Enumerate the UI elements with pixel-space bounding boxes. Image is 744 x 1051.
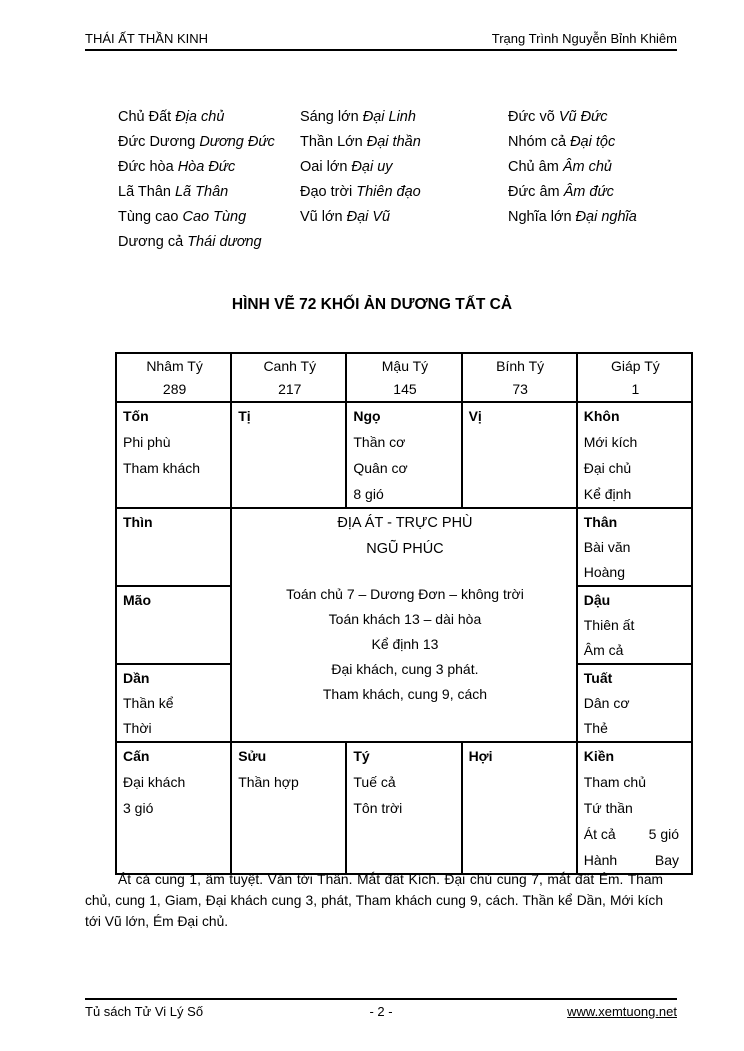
header-cell-binh-ty: Bính Tý 73 [462, 353, 577, 402]
kien-pair-row: Át cả 5 gió [583, 826, 679, 842]
center-line: Toán khách 13 – dài hòa [328, 611, 482, 627]
cell-ton: Tốn Phi phù Tham khách [116, 402, 231, 508]
glossary-item: Thần Lớn Đại thần [300, 134, 421, 150]
cell-vi: Vị [462, 402, 577, 508]
cell-kien: Kiền Tham chủ Tứ thần Át cả 5 gió Hành Bay [577, 742, 692, 874]
cell-dan: Dần Thần kể Thời [116, 664, 231, 742]
table-row [116, 353, 692, 402]
section-title: HÌNH VẼ 72 KHỐI ẢN DƯƠNG TẤT CẢ [231, 296, 513, 313]
cell-hoi: Hợi [462, 742, 577, 874]
glossary-item: Đức âm Âm đức [508, 184, 614, 200]
cell-thin: Thìn [116, 508, 231, 586]
spacer [238, 562, 572, 582]
center-title-line2: NGŨ PHÚC [366, 541, 444, 557]
glossary-item: Đạo trời Thiên đạo [300, 184, 421, 200]
commentary-paragraph: Át cả cung 1, âm tuyệt. Văn tới Thân. Mắt đất Kích. Đại chủ cung 7, mắt đất Ém. Tham chủ, cung 1, Giam, Đại khách cung 3, phát, Tham khách cung 9, cách. Thần kể Dần, Mới kích tới Vũ lớn, Ém Đại chủ. [85, 872, 663, 929]
center-title-line1: ĐỊA ÁT - TRỰC PHÙ [337, 515, 473, 531]
header-author: Trạng Trình Nguyễn Bỉnh Khiêm [491, 31, 677, 46]
table-row [116, 742, 692, 874]
glossary-item: Nhóm cả Đại tộc [508, 134, 616, 150]
glossary-item: Vũ lớn Đại Vũ [300, 209, 391, 225]
page-footer [85, 998, 677, 1019]
glossary-column-2 [300, 105, 421, 230]
cell-ty: Tý Tuế cả Tôn trời [346, 742, 461, 874]
glossary-item: Đức Dương Dương Đức [118, 134, 275, 150]
glossary-item: Oai lớn Đại uy [300, 159, 393, 175]
header-cell-giap-ty: Giáp Tý 1 [577, 353, 692, 402]
page-header [85, 0, 677, 51]
center-line: Toán chủ 7 – Dương Đơn – không trời [286, 586, 524, 602]
header-cell-canh-ty: Canh Tý 217 [231, 353, 346, 402]
page-number: - 2 - [369, 1004, 393, 1019]
header-cell-mau-ty: Mậu Tý 145 [346, 353, 461, 402]
header-book-title: THÁI ẤT THẦN KINH [85, 31, 209, 46]
glossary-item: Dương cả Thái dương [118, 234, 262, 250]
center-line: Kể định 13 [371, 636, 439, 652]
glossary-item: Nghĩa lớn Đại nghĩa [508, 209, 637, 225]
kien-pair-row: Hành Bay [583, 852, 679, 868]
cell-center-dia-at [231, 508, 577, 742]
cell-ti: Tị [231, 402, 346, 508]
cell-tuat: Tuất Dân cơ Thẻ [577, 664, 692, 742]
glossary-item: Chủ Đất Địa chủ [118, 109, 225, 125]
glossary-item: Đức hòa Hòa Đức [118, 159, 236, 175]
footer-series-name: Tủ sách Tử Vi Lý Số [85, 1004, 204, 1019]
taiyi-chart-table [115, 352, 693, 875]
glossary-item: Đức võ Vũ Đức [508, 109, 608, 125]
cell-suu: Sửu Thần hợp [231, 742, 346, 874]
cell-ngo: Ngọ Thần cơ Quân cơ 8 gió [346, 402, 461, 508]
center-line: Tham khách, cung 9, cách [322, 686, 488, 702]
glossary-item: Sáng lớn Đại Linh [300, 109, 416, 125]
glossary-item: Chủ âm Âm chủ [508, 159, 612, 175]
cell-can: Cấn Đại khách 3 gió [116, 742, 231, 874]
glossary-item: Tùng cao Cao Tùng [118, 209, 247, 225]
glossary-list [0, 105, 744, 260]
footer-website-link[interactable]: www.xemtuong.net [567, 1004, 677, 1019]
center-line: Đại khách, cung 3 phát. [331, 661, 479, 677]
cell-mao: Mão [116, 586, 231, 664]
header-cell-nham-ty: Nhâm Tý 289 [116, 353, 231, 402]
cell-khon: Khôn Mới kích Đại chủ Kể định [577, 402, 692, 508]
cell-dau: Dậu Thiên ất Âm cả [577, 586, 692, 664]
glossary-item: Lã Thân Lã Thân [118, 184, 229, 200]
glossary-column-3 [508, 105, 637, 230]
glossary-column-1 [118, 105, 275, 255]
cell-than: Thân Bài văn Hoàng [577, 508, 692, 586]
table-row [116, 402, 692, 508]
table-row [116, 508, 692, 586]
